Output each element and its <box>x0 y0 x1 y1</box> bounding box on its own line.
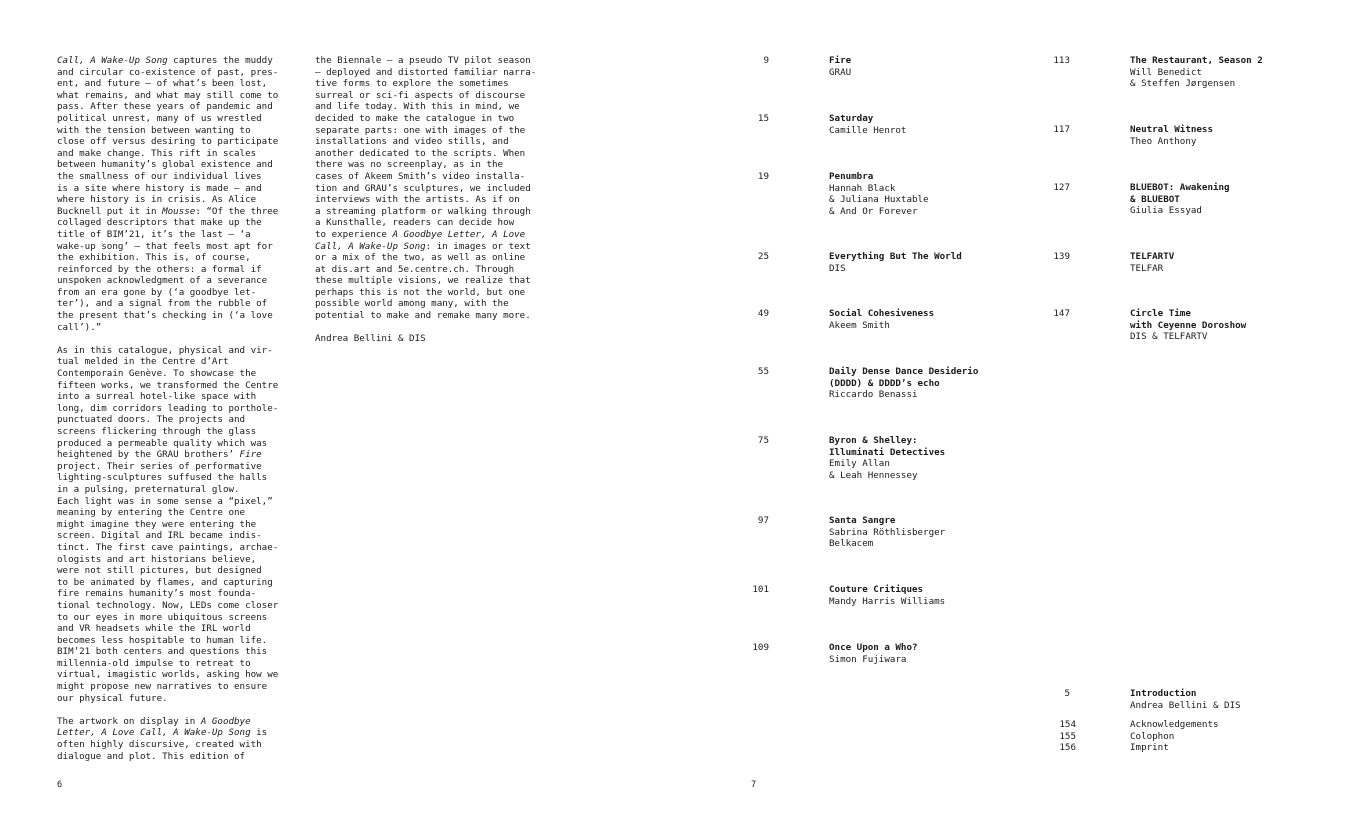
toc-title: Daily Dense Dance Desiderio (DDDD) & DDDD’s echo <box>829 366 979 389</box>
text-run: Andrea Bellini & DIS <box>315 333 426 345</box>
toc-page-number: 15 <box>757 113 769 124</box>
toc-page-number: 25 <box>757 251 769 262</box>
toc-author: Akeem Smith <box>829 319 890 331</box>
italic-text-run: A Goodbye Letter, A Love Call, A Wake-Up Song <box>315 228 526 252</box>
toc-title: TELFARTV <box>1130 251 1175 262</box>
back-matter-page-number: 155 <box>1059 731 1076 742</box>
essay-paragraph <box>315 55 560 322</box>
toc-page-number: 49 <box>757 308 769 319</box>
page-number-left: 6 <box>57 780 63 790</box>
toc-title: Social Cohesiveness <box>829 308 935 319</box>
back-matter-page-number: 156 <box>1059 742 1076 753</box>
text-run: the Biennale — a pseudo TV pilot season — deployed and distorted familiar narra- tive forms to explore the sometimes surreal or sci-fi aspects of discourse and life today. With this in mind, we decided to make the catalogue in two separate parts: one with images of the installations and video stills, and another dedicated to the scripts. When there was no screenplay, as in the cases of Akeem Smith’s video installa- tion and GRAU’s sculptures, we included interviews with the artists. As if on a streaming platform or walking through a Kunsthalle, readers can decide how to experience <box>315 55 537 240</box>
page-number-right: 7 <box>751 780 757 790</box>
toc-page-number: 101 <box>752 584 769 595</box>
toc-title: Byron & Shelley: Illuminati Detectives <box>829 435 946 458</box>
toc-author: GRAU <box>829 66 852 78</box>
text-run: : in images or text or a mix of the two, as well as online at dis.art and 5e.centre.ch. Through these multiple visions, we realize that perhaps this is not the world, but one possible world among many, with the potential to make and remake many more. <box>315 240 531 322</box>
italic-text-run: Mousse <box>162 205 196 217</box>
toc-author: Theo Anthony <box>1130 135 1197 147</box>
toc-author: Andrea Bellini & DIS <box>1130 699 1241 711</box>
toc-title: BLUEBOT: Awakening & BLUEBOT <box>1130 182 1230 205</box>
toc-author: Hannah Black & Juliana Huxtable & And Or Forever <box>829 182 929 217</box>
toc-page-number: 139 <box>1053 251 1070 262</box>
text-run: : “Of the three collaged descriptors that make up the title of BIM’21, it’s the last — ‘a wake-up song’ — that feels most apt for the exhibition. This is, of course, reinforced by the others: a formal if unspoken acknowledgment of a severance from an era gone by (‘a goodbye let- ter’), and a signal from the rubble of the present that’s checking in (‘a love call’).” <box>57 205 279 333</box>
toc-author: Sabrina Röthlisberger Belkacem <box>829 526 946 550</box>
toc-title: Santa Sangre <box>829 515 896 526</box>
toc-author: Mandy Harris Williams <box>829 595 946 607</box>
toc-author: DIS <box>829 262 846 274</box>
toc-author: Giulia Essyad <box>1130 205 1202 217</box>
toc-page-number: 127 <box>1053 182 1070 193</box>
toc-title: Everything But The World <box>829 251 962 262</box>
italic-text-run: Fire <box>239 449 262 461</box>
toc-page-number: 19 <box>757 171 769 182</box>
toc-page-number: 75 <box>757 435 769 446</box>
essay-paragraph <box>315 333 560 345</box>
toc-author: Will Benedict & Steffen Jørgensen <box>1130 66 1236 90</box>
toc-author: Simon Fujiwara <box>829 653 907 665</box>
toc-page-number: 5 <box>1064 688 1070 699</box>
toc-author: Riccardo Benassi <box>829 389 918 401</box>
toc-page-number: 117 <box>1053 124 1070 135</box>
toc-author: Emily Allan & Leah Hennessey <box>829 458 918 481</box>
toc-page-number: 147 <box>1053 308 1070 319</box>
back-matter-label: Imprint <box>1130 742 1169 753</box>
toc-title: Couture Critiques <box>829 584 924 595</box>
toc-title: Neutral Witness <box>1130 124 1213 135</box>
toc-title: Fire <box>829 55 852 66</box>
italic-text-run: Call, A Wake-Up Song <box>57 55 168 66</box>
toc-author: TELFAR <box>1130 262 1164 274</box>
toc-author: Camille Henrot <box>829 124 907 136</box>
toc-page-number: 97 <box>757 515 769 526</box>
essay-paragraph <box>57 716 302 762</box>
text-run: captures the muddy and circular co-existence of past, pres- ent, and future — of what’s been lost, what remains, and what may still come to pass. After these years of pandemic and political unrest, many of us wrestled with the tension between wanting to close off versus desiring to participate and make change. This rift in scales between humanity’s global existence and the smallness of our individual lives is a site where history is made — and where history is in crisis. As Alice Bucknell put it in <box>57 55 279 217</box>
toc-page-number: 9 <box>763 55 769 66</box>
essay-paragraph <box>57 345 302 704</box>
text-run: The artwork on display in <box>57 715 201 727</box>
toc-title: Circle Time with Ceyenne Doroshow <box>1130 308 1247 331</box>
toc-title: The Restaurant, Season 2 <box>1130 55 1263 66</box>
text-run: As in this catalogue, physical and vir- tual melded in the Centre d’Art Contemporain Genève. To showcase the fifteen works, we transformed the Centre into a surreal hotel-like space with long, dim corridors leading to porthole- punctuated doors. The projects and screens flickering through the glass produced a permeable quality which was heightened by the GRAU brothers’ <box>57 344 279 461</box>
back-matter-label: Colophon <box>1130 731 1175 742</box>
italic-text-run: A Goodbye Letter, A Love Call, A Wake-Up Song <box>57 715 251 739</box>
back-matter-label: Acknowledgements <box>1130 719 1219 730</box>
text-run: project. Their series of performative lighting-sculptures suffused the halls in a pulsing, preternatural glow. Each light was in some sense a “pixel,” meaning by entering the Centre one might imagine they were entering the screen. Digital and IRL became indis- tinct. The first cave paintings, archae- ologists and art historians believe, were not still pictures, but designed to be animated by flames, and capturing fire remains humanity’s most founda- tional technology. Now, LEDs come closer to our eyes in more ubiquitous screens and VR headsets while the IRL world becomes less hospitable to human life. BIM’21 both centers and questions this millennia-old impulse to retreat to virtual, imagistic worlds, asking how we might propose new narratives to ensure our physical future. <box>57 460 279 704</box>
toc-author: DIS & TELFARTV <box>1130 331 1208 343</box>
toc-title: Introduction <box>1130 688 1197 699</box>
essay-paragraph <box>57 55 302 333</box>
toc-title: Once Upon a Who? <box>829 642 918 653</box>
toc-title: Penumbra <box>829 171 874 182</box>
text-run: is often highly discursive, created with dialogue and plot. This edition of <box>57 727 268 762</box>
right-page <box>680 0 1360 822</box>
back-matter-page-number: 154 <box>1059 719 1076 730</box>
essay-column-2 <box>315 55 560 356</box>
essay-column-1 <box>57 55 302 774</box>
toc-page-number: 55 <box>757 366 769 377</box>
toc-page-number: 109 <box>752 642 769 653</box>
toc-page-number: 113 <box>1053 55 1070 66</box>
toc-title: Saturday <box>829 113 874 124</box>
